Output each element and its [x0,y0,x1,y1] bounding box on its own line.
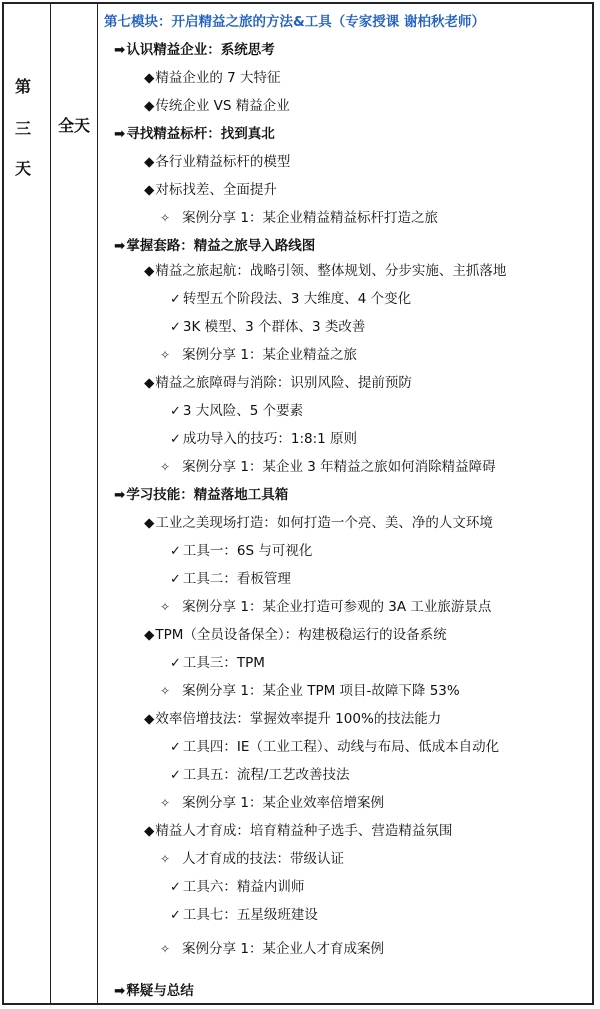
check-icon: ✓ [170,432,181,447]
outline-item [144,626,447,644]
outline-item-text: 精益之旅起航：战略引领、整体规划、分步实施、主抓落地 [155,263,507,279]
outline-item [144,97,290,115]
module-title: 第七模块：开启精益之旅的方法&工具（专家授课 谢柏秋老师） [104,14,485,30]
outline-item-text: 工具一：6S 与可视化 [182,543,313,559]
check-icon: ✓ [170,320,181,335]
time-cell [51,4,97,1003]
diamond-bullet-icon: ◆ [144,823,155,839]
outline-item [160,850,344,868]
outline-item [170,570,291,589]
diamond-bullet-icon: ◆ [144,98,155,114]
hollow-diamond-bullet-icon: ✧ [160,796,171,810]
outline-item-text: 释疑与总结 [126,983,194,999]
outline-item-text: 掌握套路：精益之旅导入路线图 [126,238,316,254]
outline-item-text: 学习技能：精益落地工具箱 [126,487,289,503]
outline-item-text: 寻找精益标杆：找到真北 [126,126,275,142]
diamond-bullet-icon: ◆ [144,182,155,198]
diamond-bullet-icon: ◆ [144,70,155,86]
hollow-diamond-bullet-icon: ✧ [160,942,171,956]
arrow-icon: ➡ [114,983,126,999]
hollow-diamond-bullet-icon: ✧ [160,348,171,362]
hollow-diamond-bullet-icon: ✧ [160,460,171,474]
outline-item [170,318,365,337]
diamond-bullet-icon: ◆ [144,515,155,531]
outline-item-text: 工具七：五星级班建设 [182,907,318,923]
outline-item [144,153,290,171]
outline-item-text: 工业之美现场打造：如何打造一个亮、美、净的人文环境 [155,515,493,531]
diamond-bullet-icon: ◆ [144,154,155,170]
outline-item [170,878,304,897]
outline-item [170,738,499,757]
outline-item-text: 对标找差、全面提升 [155,182,277,198]
outline-item [144,181,277,199]
check-icon: ✓ [170,292,181,307]
outline-item-text: 精益企业的 7 大特征 [155,70,281,86]
outline-item-text: 案例分享 1：某企业效率倍增案例 [182,795,384,811]
diamond-bullet-icon: ◆ [144,263,155,279]
outline-item-text: 3 大风险、5 个要素 [182,403,304,419]
outline-item [170,766,349,785]
outline-item [144,69,281,87]
outline-item-text: 精益之旅障碍与消除：识别风险、提前预防 [155,375,412,391]
outline-item [170,290,411,309]
module-content [100,4,592,1003]
outline-item-text: 工具六：精益内训师 [182,879,305,895]
arrow-icon: ➡ [114,238,126,254]
outline-item [170,906,318,925]
check-icon: ✓ [170,656,181,671]
day-char: 三 [15,119,32,138]
outline-item-text: 转型五个阶段法、3 大维度、4 个变化 [182,291,412,307]
outline-item-text: 工具三：TPM [182,655,265,671]
column-divider [97,4,98,1003]
outline-item-text: 案例分享 1：某企业 3 年精益之旅如何消除精益障碍 [182,459,496,475]
outline-item-text: 认识精益企业：系统思考 [126,42,275,58]
outline-item-text: TPM（全员设备保全）：构建极稳运行的设备系统 [155,627,447,643]
outline-item-text: 人才育成的技法：带级认证 [182,851,345,867]
check-icon: ✓ [170,544,181,559]
outline-item-text: 传统企业 VS 精益企业 [155,98,290,114]
outline-item-text: 各行业精益标杆的模型 [155,154,291,170]
check-icon: ✓ [170,572,181,587]
outline-item [144,822,452,840]
day-char: 第 [15,77,32,96]
outline-item [114,237,315,255]
outline-item [160,682,460,700]
outline-item-text: 案例分享 1：某企业精益精益标杆打造之旅 [182,210,438,226]
outline-item [114,982,194,1000]
hollow-diamond-bullet-icon: ✧ [160,600,171,614]
arrow-icon: ➡ [114,42,126,58]
hollow-diamond-bullet-icon: ✧ [160,211,171,225]
check-icon: ✓ [170,908,181,923]
outline-item-text: 案例分享 1：某企业 TPM 项目-故障下降 53% [182,683,460,699]
day-cell [4,4,50,1003]
arrow-icon: ➡ [114,487,126,503]
outline-item [114,41,275,59]
outline-item [144,514,493,532]
outline-item [160,794,384,812]
outline-item [170,654,265,673]
diamond-bullet-icon: ◆ [144,711,155,727]
diamond-bullet-icon: ◆ [144,627,155,643]
outline-item-text: 工具五：流程/工艺改善技法 [182,767,350,783]
outline-item [160,458,496,476]
outline-item [114,486,288,504]
check-icon: ✓ [170,740,181,755]
outline-item [144,374,412,392]
arrow-icon: ➡ [114,126,126,142]
outline-item-text: 工具四：IE（工业工程）、动线与布局、低成本自动化 [182,739,500,755]
outline-item [170,542,312,561]
outline-item [144,262,506,280]
outline-item-text: 案例分享 1：某企业人才育成案例 [182,941,384,957]
check-icon: ✓ [170,404,181,419]
schedule-table [2,2,594,1005]
time-label: 全天 [58,116,91,135]
outline-item [160,346,357,364]
outline-item [160,598,491,616]
day-char: 天 [15,159,32,178]
check-icon: ✓ [170,768,181,783]
outline-item [170,430,357,449]
outline-item [160,940,384,958]
check-icon: ✓ [170,880,181,895]
outline-item-text: 案例分享 1：某企业精益之旅 [182,347,357,363]
outline-item-text: 工具二：看板管理 [182,571,291,587]
outline-item [170,402,303,421]
outline-item [160,209,438,227]
hollow-diamond-bullet-icon: ✧ [160,852,171,866]
hollow-diamond-bullet-icon: ✧ [160,684,171,698]
outline-item-text: 案例分享 1：某企业打造可参观的 3A 工业旅游景点 [182,599,492,615]
outline-item [144,710,441,728]
outline-item-text: 效率倍增技法：掌握效率提升 100%的技法能力 [155,711,442,727]
outline-item-text: 精益人才育成：培育精益种子选手、营造精益氛围 [155,823,453,839]
outline-item [114,125,275,143]
diamond-bullet-icon: ◆ [144,375,155,391]
outline-item-text: 3K 模型、3 个群体、3 类改善 [182,319,366,335]
outline-item-text: 成功导入的技巧：1:8:1 原则 [182,431,358,447]
